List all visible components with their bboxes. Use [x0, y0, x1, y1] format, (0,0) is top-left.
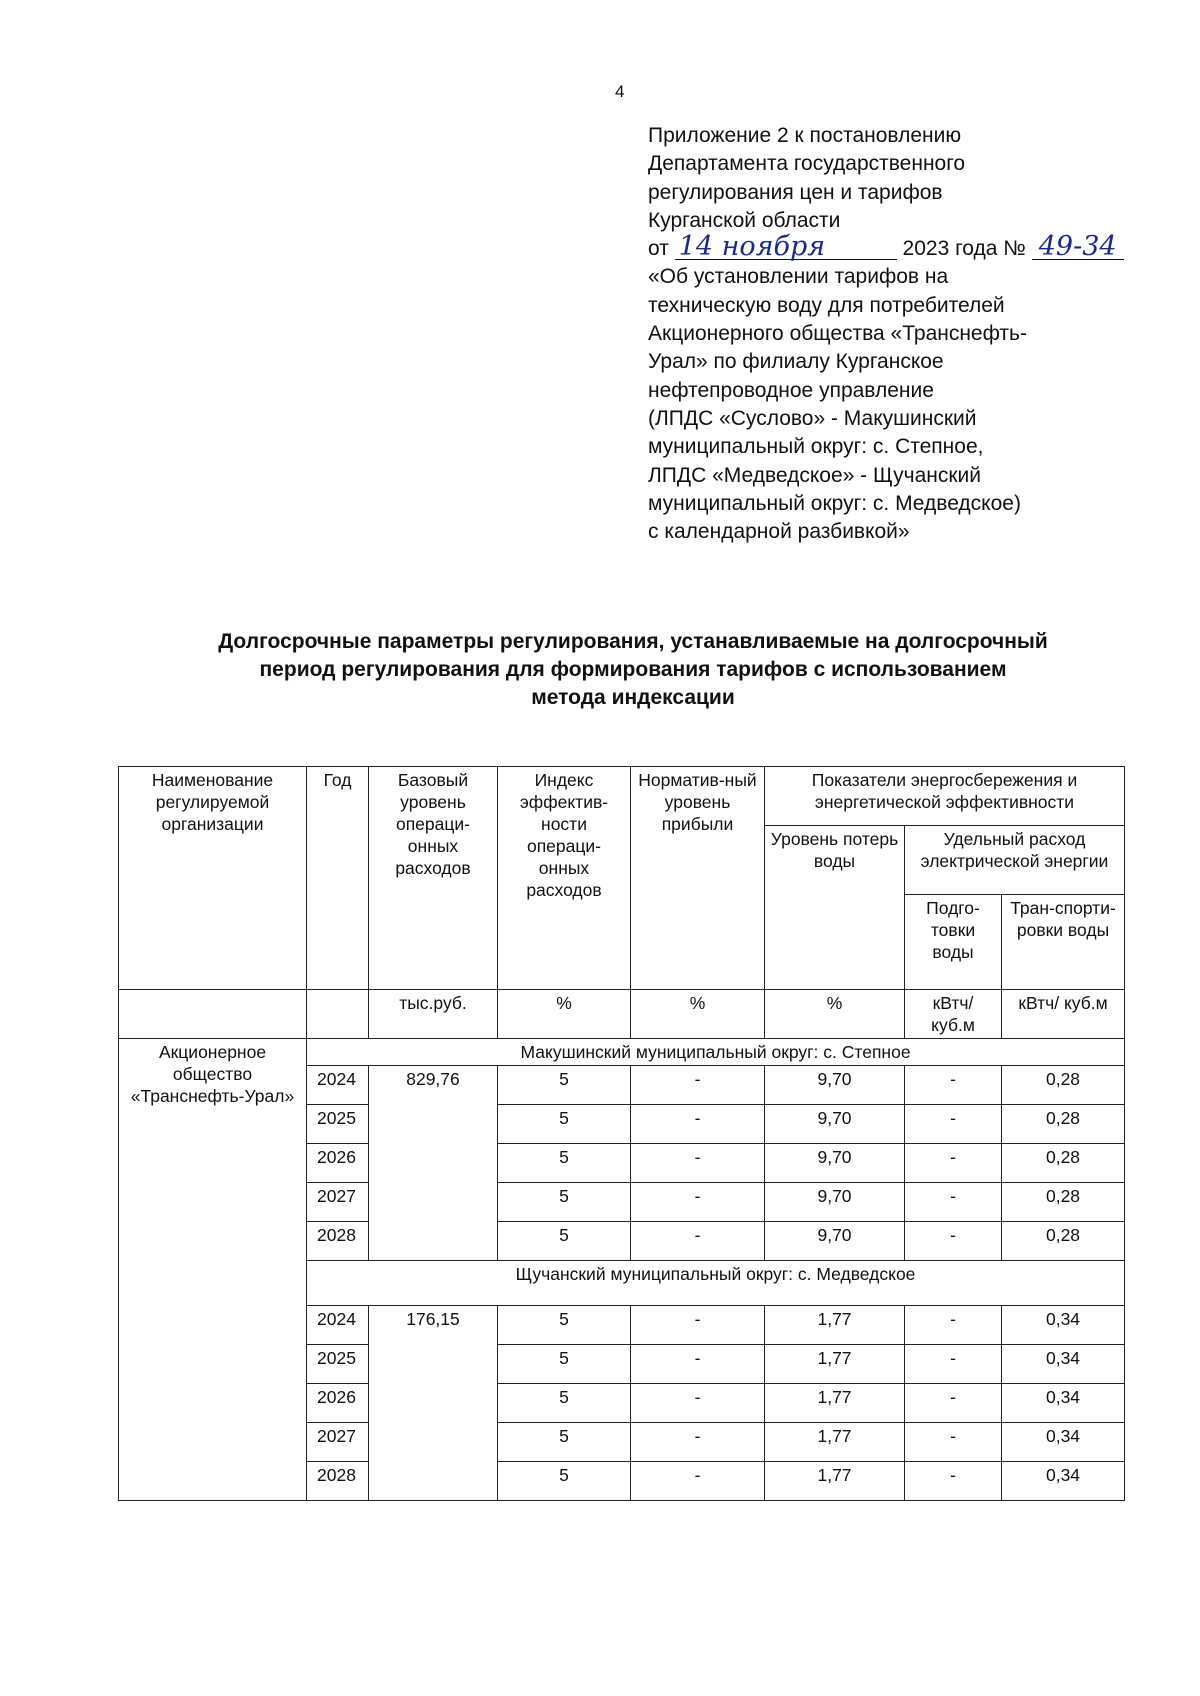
- loss-cell: 1,77: [765, 1384, 905, 1423]
- index-cell: 5: [498, 1222, 631, 1261]
- base-value-cell: 176,15: [369, 1306, 498, 1501]
- subject-line: (ЛПДС «Суслово» - Макушинский: [648, 406, 977, 430]
- profit-cell: -: [631, 1423, 765, 1462]
- base-value-cell: 829,76: [369, 1066, 498, 1261]
- title-line: метода индексации: [531, 686, 735, 709]
- appendix-line: регулирования цен и тарифов: [648, 180, 943, 204]
- year-cell: 2026: [307, 1384, 369, 1423]
- subject-line: нефтепроводное управление: [648, 378, 934, 402]
- transport-cell: 0,28: [1002, 1144, 1125, 1183]
- profit-cell: -: [631, 1144, 765, 1183]
- profit-cell: -: [631, 1384, 765, 1423]
- date-prefix: от: [648, 237, 669, 261]
- appendix-line: Департамента государственного: [648, 152, 966, 176]
- loss-cell: 1,77: [765, 1345, 905, 1384]
- header-org: Наименование регулируемой организации: [119, 767, 307, 990]
- year-cell: 2024: [307, 1306, 369, 1345]
- unit-loss: %: [765, 990, 905, 1039]
- loss-cell: 9,70: [765, 1105, 905, 1144]
- year-cell: 2025: [307, 1345, 369, 1384]
- handwritten-number: 49-34: [1032, 235, 1124, 260]
- transport-cell: 0,34: [1002, 1384, 1125, 1423]
- transport-cell: 0,34: [1002, 1345, 1125, 1384]
- index-cell: 5: [498, 1462, 631, 1501]
- transport-cell: 0,28: [1002, 1066, 1125, 1105]
- parameters-table: [118, 766, 1125, 1501]
- unit-base: тыс.руб.: [369, 990, 498, 1039]
- appendix-line: Курганской области: [648, 208, 841, 232]
- prep-cell: -: [905, 1345, 1002, 1384]
- profit-cell: -: [631, 1066, 765, 1105]
- unit-year: [307, 990, 369, 1039]
- index-cell: 5: [498, 1144, 631, 1183]
- transport-cell: 0,34: [1002, 1423, 1125, 1462]
- title-line: Долгосрочные параметры регулирования, устанавливаемые на долгосрочный: [218, 630, 1048, 653]
- transport-cell: 0,28: [1002, 1183, 1125, 1222]
- subject-line: техническую воду для потребителей: [648, 293, 1005, 317]
- prep-cell: -: [905, 1066, 1002, 1105]
- header-transport: Тран-спорти-ровки воды: [1002, 895, 1125, 990]
- title-line: период регулирования для формирования тарифов с использованием: [259, 658, 1007, 681]
- prep-cell: -: [905, 1105, 1002, 1144]
- appendix-block: [648, 122, 1118, 546]
- loss-cell: 1,77: [765, 1423, 905, 1462]
- profit-cell: -: [631, 1183, 765, 1222]
- profit-cell: -: [631, 1462, 765, 1501]
- header-profit: Норматив-ный уровень прибыли: [631, 767, 765, 990]
- subject-line: муниципальный округ: с. Степное,: [648, 435, 984, 459]
- profit-cell: -: [631, 1105, 765, 1144]
- prep-cell: -: [905, 1183, 1002, 1222]
- loss-cell: 1,77: [765, 1462, 905, 1501]
- page-number: 4: [615, 82, 625, 101]
- header-specific: Удельный расход электрической энергии: [905, 826, 1125, 895]
- year-cell: 2024: [307, 1066, 369, 1105]
- header-index: Индекс эффектив-ности операци-онных расходов: [498, 767, 631, 990]
- index-cell: 5: [498, 1105, 631, 1144]
- prep-cell: -: [905, 1306, 1002, 1345]
- handwritten-date: 14 ноября: [675, 235, 897, 260]
- organization-name: Акционерное общество «Транснефть-Урал»: [119, 1039, 307, 1501]
- loss-cell: 9,70: [765, 1222, 905, 1261]
- year-cell: 2027: [307, 1183, 369, 1222]
- subject-line: «Об установлении тарифов на: [648, 265, 949, 289]
- index-cell: 5: [498, 1423, 631, 1462]
- header-year: Год: [307, 767, 369, 990]
- year-cell: 2025: [307, 1105, 369, 1144]
- subject-line: с календарной разбивкой»: [648, 520, 910, 544]
- transport-cell: 0,34: [1002, 1462, 1125, 1501]
- subject-line: ЛПДС «Медведское» - Щучанский: [648, 463, 982, 487]
- subject-line: Акционерного общества «Транснефть-: [648, 322, 1027, 346]
- prep-cell: -: [905, 1462, 1002, 1501]
- unit-index: %: [498, 990, 631, 1039]
- loss-cell: 1,77: [765, 1306, 905, 1345]
- header-loss: Уровень потерь воды: [765, 826, 905, 990]
- prep-cell: -: [905, 1144, 1002, 1183]
- transport-cell: 0,28: [1002, 1105, 1125, 1144]
- prep-cell: -: [905, 1384, 1002, 1423]
- profit-cell: -: [631, 1306, 765, 1345]
- profit-cell: -: [631, 1222, 765, 1261]
- header-prep: Подго-товки воды: [905, 895, 1002, 990]
- loss-cell: 9,70: [765, 1066, 905, 1105]
- index-cell: 5: [498, 1345, 631, 1384]
- loss-cell: 9,70: [765, 1144, 905, 1183]
- profit-cell: -: [631, 1345, 765, 1384]
- year-cell: 2026: [307, 1144, 369, 1183]
- transport-cell: 0,28: [1002, 1222, 1125, 1261]
- index-cell: 5: [498, 1384, 631, 1423]
- section-heading: Щучанский муниципальный округ: с. Медведское: [307, 1261, 1125, 1306]
- subject-line: муниципальный округ: с. Медведское): [648, 491, 1021, 515]
- index-cell: 5: [498, 1306, 631, 1345]
- section-heading: Макушинский муниципальный округ: с. Степное: [307, 1039, 1125, 1066]
- prep-cell: -: [905, 1222, 1002, 1261]
- header-base: Базовый уровень операци-онных расходов: [369, 767, 498, 990]
- year-text: 2023 года №: [902, 237, 1026, 261]
- loss-cell: 9,70: [765, 1183, 905, 1222]
- header-energy: Показатели энергосбережения и энергетической эффективности: [765, 767, 1125, 826]
- unit-transport: кВтч/ куб.м: [1002, 990, 1125, 1039]
- transport-cell: 0,34: [1002, 1306, 1125, 1345]
- year-cell: 2027: [307, 1423, 369, 1462]
- subject-line: Урал» по филиалу Курганское: [648, 350, 944, 374]
- year-cell: 2028: [307, 1462, 369, 1501]
- unit-org: [119, 990, 307, 1039]
- year-cell: 2028: [307, 1222, 369, 1261]
- index-cell: 5: [498, 1066, 631, 1105]
- index-cell: 5: [498, 1183, 631, 1222]
- appendix-line: Приложение 2 к постановлению: [648, 124, 962, 147]
- unit-profit: %: [631, 990, 765, 1039]
- unit-prep: кВтч/ куб.м: [905, 990, 1002, 1039]
- date-number-line: [648, 231, 1118, 263]
- document-title: [100, 628, 1166, 712]
- prep-cell: -: [905, 1423, 1002, 1462]
